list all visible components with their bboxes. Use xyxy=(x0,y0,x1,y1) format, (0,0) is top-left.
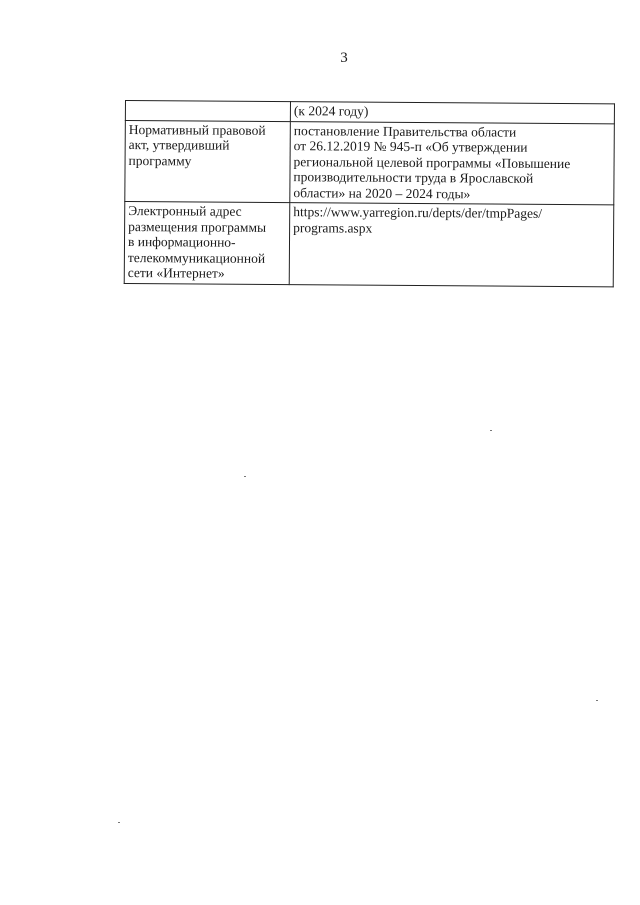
scan-speck xyxy=(490,430,492,431)
cell-line: от 26.12.2019 № 945-п «Об утверждении xyxy=(293,138,528,155)
cell-line: Нормативный правовой xyxy=(128,121,266,138)
cell-line: размещения программы xyxy=(128,218,267,235)
scan-speck xyxy=(596,700,598,701)
table-cell-legal-act-value xyxy=(290,121,615,205)
scan-speck xyxy=(244,476,246,477)
cell-line: телекоммуникационной xyxy=(127,249,266,266)
program-passport-table xyxy=(124,100,615,287)
table-row-web-address xyxy=(124,202,614,287)
cell-line: программу xyxy=(128,152,192,168)
page-number: 3 xyxy=(340,50,348,66)
cell-line: области» на 2020 – 2024 годы» xyxy=(293,184,471,201)
cell-line: programs.aspx xyxy=(293,219,373,236)
cell-line: сети «Интернет» xyxy=(127,265,225,281)
scan-speck xyxy=(118,822,120,823)
table-cell-web-address-label xyxy=(124,202,290,285)
cell-line: Электронный адрес xyxy=(128,203,242,219)
cell-line: в информационно- xyxy=(127,234,236,250)
table-cell-label-empty xyxy=(125,101,290,122)
table-row-legal-act xyxy=(125,120,615,205)
cell-line: акт, утвердивший xyxy=(128,137,230,153)
table-cell-target-year xyxy=(290,102,614,124)
cell-line: постановление Правительства области xyxy=(293,122,517,140)
cell-line: https://www.yarregion.ru/depts/der/tmpPages/ xyxy=(293,204,543,221)
cell-line: (к 2024 году) xyxy=(293,103,369,119)
cell-line: производительности труда в Ярославской xyxy=(293,169,534,186)
cell-line: региональной целевой программы «Повышение xyxy=(293,153,571,171)
table-cell-legal-act-label xyxy=(125,120,291,203)
table-cell-web-address-value xyxy=(289,203,614,287)
